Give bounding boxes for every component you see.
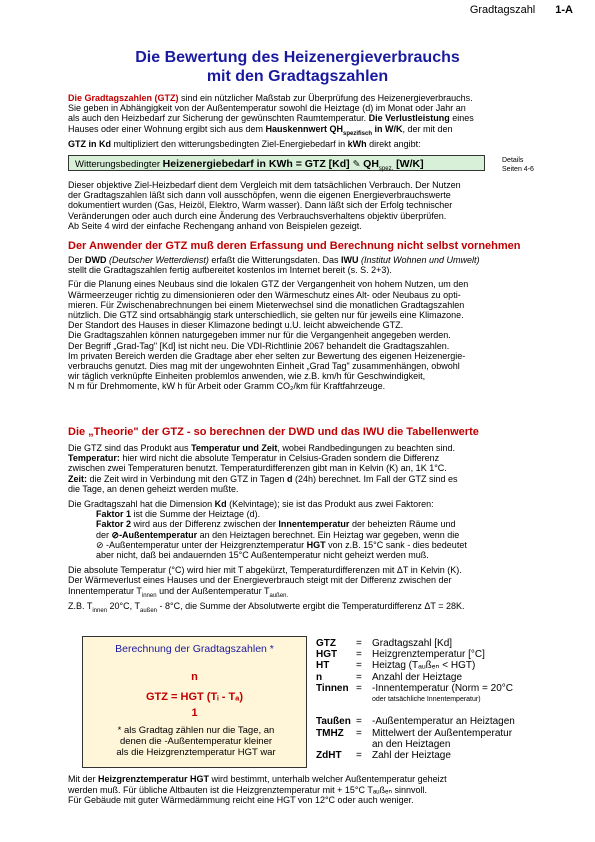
intro-bold: in W/K bbox=[372, 123, 403, 134]
intro-line: sind ein nützlicher Maßstab zur Überprüfung des Heizenergieverbrauchs. bbox=[178, 93, 473, 103]
paragraph-theory bbox=[68, 443, 576, 616]
ref-line: Details bbox=[502, 157, 524, 164]
text: von z.B. 15°C sank - dies bedeutet bbox=[325, 539, 467, 550]
paragraph-rest bbox=[68, 279, 576, 391]
text-bold: Temperatur: bbox=[68, 453, 120, 464]
text-italic: (Deutscher Wetterdienst) bbox=[106, 255, 209, 265]
legend-key: HGT bbox=[316, 649, 338, 661]
legend-value: Heizgrenztemperatur [°C] bbox=[372, 649, 485, 661]
text-bold: Kd bbox=[214, 499, 227, 510]
equals-sign: = bbox=[356, 749, 362, 761]
intro-bold: Die Verlustleistung bbox=[368, 113, 450, 124]
equals-sign: = bbox=[356, 671, 362, 683]
text-line: der Gradtagszahlen läßt sich dann voll ausschöpfen, wenn die eigenen Energieverbrauchswerte bbox=[68, 190, 451, 201]
text: an den Heiztagen berechnet. Ein Heiztag war gegeben, wenn die bbox=[197, 529, 460, 540]
text-line: nützlich. Die GTZ sind ortsabhängig stark unterschiedlich, sie gelten nur für jeweils eine Klimazone. bbox=[68, 310, 464, 321]
paragraph-heizgrenze bbox=[68, 774, 576, 806]
text-bold: Faktor 1 bbox=[96, 509, 132, 520]
equals-sign: = bbox=[356, 638, 362, 649]
paragraph-dwd bbox=[68, 255, 576, 392]
text-line: wir täglich verknüpfte Einheiten problemlos anwenden, wie z.B. km/h für Geschwindigkeit, bbox=[68, 371, 426, 382]
text: Die Gradtagszahl hat die Dimension bbox=[68, 499, 215, 510]
footnote-line: * als Gradtag zählen nur die Tage, an bbox=[117, 725, 275, 736]
details-reference bbox=[502, 156, 534, 174]
legend-value: -Innentemperatur (Norm = 20°C bbox=[372, 682, 514, 694]
average-icon: ⊘ bbox=[96, 539, 104, 550]
text-bold: HGT bbox=[306, 539, 326, 550]
equals-sign: = bbox=[356, 649, 362, 661]
formula-q: QH bbox=[363, 158, 379, 170]
text: hier wird nicht die absolute Temperatur in Celsius-Graden sondern die Differenz bbox=[119, 453, 440, 464]
intro-paragraph bbox=[68, 93, 576, 149]
text: - 8°C, die Summe der Absolutwerte ergibt die Temperaturdifferenz ΔT = 28K. bbox=[157, 600, 465, 611]
text-sub: außen bbox=[139, 607, 157, 614]
text-bold: Faktor 2 bbox=[96, 519, 132, 530]
intro-text: als auch den Heizbedarf zur Sicherung der gewünschten Raumtemperatur. bbox=[68, 113, 369, 124]
text-line: N m für Drehmomente, kW h für Arbeit oder Gramm CO₂/km für Kraftfahrzeuge. bbox=[68, 381, 386, 392]
intro-text: multipliziert den witterungsbedingten Ziel-Energiebedarf in bbox=[111, 138, 348, 149]
legend-value: Mittelwert der Außentemperatur bbox=[372, 727, 513, 739]
equals-sign: = bbox=[356, 727, 362, 739]
title-line-1: Die Bewertung des Heizenergieverbrauchs bbox=[135, 49, 460, 66]
ref-line: Seiten 4-6 bbox=[502, 166, 534, 173]
text-line: Der Begriff „Grad-Tag" [Kd] ist nicht neu. Die VDI-Richtlinie 2067 behandelt die Gradtagszahlen. bbox=[68, 340, 450, 351]
text: (24h) berechnet. Im Fall der GTZ sind es bbox=[292, 473, 458, 484]
section-heading-user: Der Anwender der GTZ muß deren Erfassung und Berechnung nicht selbst vornehmen bbox=[68, 240, 521, 252]
text-line: Im privaten Bereich werden die Gradtage aber eher selten zur Bewertung des eigenen Heizenergie- bbox=[68, 350, 466, 361]
text: und der Außentemperatur T bbox=[156, 585, 270, 596]
calc-upper-limit: n bbox=[191, 671, 198, 683]
page-header bbox=[470, 4, 573, 16]
text: ist die Summe der Heiztage (d). bbox=[131, 509, 261, 520]
text-bold: Innentemperatur bbox=[278, 519, 350, 530]
legend-value: an den Heiztagen bbox=[372, 738, 451, 750]
calc-lower-limit: 1 bbox=[191, 707, 198, 719]
text: -Außentemperatur unter der Heizgrenztemperatur bbox=[103, 539, 307, 550]
intro-lead: Die Gradtagszahlen (GTZ) bbox=[68, 93, 179, 103]
intro-line: Sie geben in Abhängigkeit von der Außentemperatur sowohl die Heiztage (d) im Monat oder Jahr an bbox=[68, 103, 466, 114]
equals-sign: = bbox=[356, 682, 362, 694]
legend-value: Gradtagszahl [Kd] bbox=[372, 638, 453, 649]
formula-unit: [W/K] bbox=[393, 158, 424, 170]
text: der bbox=[96, 529, 112, 540]
text-line: dokumentiert wurden (Gas, Heizöl, Elektro, Warm wasser). Dann läßt sich der Erfolg technischer bbox=[68, 200, 453, 211]
multiply-icon: ✎ bbox=[352, 159, 361, 170]
legend-key: TMHZ bbox=[316, 727, 344, 739]
legend-value: Anzahl der Heiztage bbox=[372, 671, 463, 683]
text: wird bestimmt, unterhalb welcher Außentemperatur geheizt bbox=[209, 774, 447, 784]
footnote-line: denen die -Außentemperatur kleiner bbox=[119, 736, 273, 747]
paragraph-comparison bbox=[68, 180, 576, 231]
calc-footnote bbox=[91, 725, 301, 758]
text: Der bbox=[68, 255, 86, 265]
text-line: aber nicht, daß bei andauernden 15°C Außentemperatur nicht geheizt werden muß. bbox=[96, 550, 429, 561]
intro-bold: Hauskennwert QH bbox=[265, 123, 343, 134]
page-number: 1-A bbox=[555, 4, 573, 16]
text-line: mieren. Für Zwischenabrechnungen bei einem Mieterwechsel sind die monatlichen Gradtagszahlen bbox=[68, 299, 465, 310]
text: 20°C, T bbox=[107, 600, 140, 611]
text-line: Die Gradtagszahlen können naturgegeben immer nur für die Vergangenheit angegeben werden. bbox=[68, 330, 451, 341]
text-bold: DWD bbox=[85, 255, 107, 265]
text-bold: IWU bbox=[340, 255, 359, 265]
text-sub: außen. bbox=[269, 592, 289, 599]
equals-sign: = bbox=[356, 660, 362, 672]
legend-value: oder tatsächliche Innentemperatur) bbox=[372, 695, 481, 703]
text-line: werden muß. Für übliche Altbauten ist die Heizgrenztemperatur mit + 15°C Tₐᵤßₑₙ sinnvoll. bbox=[68, 784, 428, 795]
text-line: Der Wärmeverlust eines Hauses und der Energieverbrauch steigt mit der Differenz zwischen der bbox=[68, 575, 452, 586]
text-line: Für die Planung eines Neubaus sind die lokalen GTZ der Vergangenheit von hohem Nutzen, um den bbox=[68, 279, 469, 290]
title-line-2: mit den Gradtagszahlen bbox=[206, 68, 389, 85]
intro-bold: kWh bbox=[347, 138, 367, 149]
text-line: stellt die Gradtagszahlen fertig aufbereitet kostenlos im Internet bereit (s. S. 2+3). bbox=[68, 265, 392, 276]
header-label: Gradtagszahl bbox=[469, 4, 536, 16]
text-sub: innen bbox=[141, 592, 157, 599]
intro-text: eines bbox=[449, 113, 474, 124]
text-line: verbrauchs genutzt. Dies mag mit der ungewohnten Einheit „Grad Tag" zusammenhängen, obwohl bbox=[68, 361, 460, 372]
text: wird aus der Differenz zwischen der bbox=[131, 519, 279, 530]
text-bold: Zeit: bbox=[68, 473, 87, 484]
legend-value: Zahl der Heiztage bbox=[372, 749, 451, 761]
text: erfaßt die Witterungsdaten. Das bbox=[208, 255, 341, 265]
text-bold: Temperatur und Zeit bbox=[191, 443, 278, 453]
legend-key: Tinnen bbox=[316, 682, 349, 694]
intro-sub: spezifisch bbox=[342, 130, 372, 137]
intro-bold: GTZ in Kd bbox=[68, 138, 111, 149]
text-line: Wärmeerzeuger richtig zu dimensionieren oder den Wärmeschutz eines Alt- oder Neubaus zu opti- bbox=[68, 289, 461, 300]
intro-text: direkt angibt: bbox=[366, 138, 421, 149]
legend-key: n bbox=[316, 671, 323, 683]
legend-value: -Außentemperatur an Heiztagen bbox=[372, 716, 515, 728]
formula-sub: spez. bbox=[378, 165, 394, 172]
formula-box bbox=[68, 155, 485, 171]
text: , wobei Randbedingungen zu beachten sind. bbox=[277, 443, 456, 453]
intro-text: , der mit den bbox=[402, 123, 453, 134]
text: Mit der bbox=[68, 774, 99, 784]
text-line: Ab Seite 4 wird der einfache Rechengang anhand von Beispielen gezeigt. bbox=[68, 220, 362, 231]
text-sub: innen bbox=[92, 607, 108, 614]
text: Innentemperatur T bbox=[68, 585, 142, 596]
formula-main: Heizenergiebedarf in KWh = GTZ [Kd] bbox=[162, 158, 353, 170]
legend-key: HT bbox=[316, 660, 330, 672]
calc-formula: GTZ = HGT (Tᵢ - Tₐ) bbox=[145, 691, 244, 703]
footnote-line: als die Heizgrenztemperatur HGT war bbox=[116, 747, 276, 758]
text-line: Die absolute Temperatur (°C) wird hier mit T abgekürzt, Temperaturdifferenzen mit ΔT in Kelvin (K). bbox=[68, 565, 462, 576]
legend-key: ZdHT bbox=[316, 749, 342, 761]
text-line: Veränderungen oder auch durch eine Änderung des Verbrauchsverhaltens objektiv überprüfen. bbox=[68, 210, 447, 221]
text-bold: -Außentemperatur bbox=[119, 529, 198, 540]
legend-key: Taußen bbox=[316, 716, 351, 728]
text: Z.B. T bbox=[68, 600, 93, 611]
equals-sign: = bbox=[356, 716, 362, 728]
page-title bbox=[0, 48, 595, 86]
text-italic: (Institut Wohnen und Umwelt) bbox=[358, 255, 480, 265]
average-icon: ⊘ bbox=[111, 529, 120, 540]
text-bold: d bbox=[286, 473, 293, 484]
text: der beheizten Räume und bbox=[349, 519, 456, 530]
formula-prefix: Witterungsbedingter bbox=[75, 159, 163, 170]
intro-text: Hauses oder einer Wohnung ergibt sich aus dem bbox=[68, 123, 266, 134]
section-heading-theory: Die „Theorie" der GTZ - so berechnen der DWD und das IWU die Tabellenwerte bbox=[68, 426, 479, 438]
calc-title: Berechnung der Gradtagszahlen * bbox=[115, 643, 274, 655]
text: Die GTZ sind das Produkt aus bbox=[68, 443, 192, 453]
text-line: Dieser objektive Ziel-Heizbedarf dient dem Vergleich mit dem tatsächlichen Verbrauch. Der Nutzen bbox=[68, 180, 461, 190]
text-line: Der Standort des Hauses in dieser Klimazone bedingt u.U. leicht abweichende GTZ. bbox=[68, 320, 404, 331]
text: (Kelvintage); sie ist das Produkt aus zwei Faktoren: bbox=[226, 499, 434, 510]
legend-key: GTZ bbox=[316, 638, 336, 649]
text-bold: Heizgrenztemperatur HGT bbox=[98, 774, 210, 784]
legend-value: Heiztag (Tₐᵤßₑₙ < HGT) bbox=[372, 660, 476, 672]
text-line: die Tage, an denen geheizt werden mußte. bbox=[68, 483, 239, 494]
text-line: zwischen zwei Temperaturen benutzt. Temperaturdifferenzen gibt man in Kelvin (K) an, 1K 1°C. bbox=[68, 463, 447, 474]
calculation-box bbox=[82, 636, 307, 768]
text-line: Für Gebäude mit guter Wärmedämmung reicht eine HGT von 12°C oder auch weniger. bbox=[68, 795, 414, 805]
text: die Zeit wird in Verbindung mit den GTZ in Tagen bbox=[87, 473, 287, 484]
